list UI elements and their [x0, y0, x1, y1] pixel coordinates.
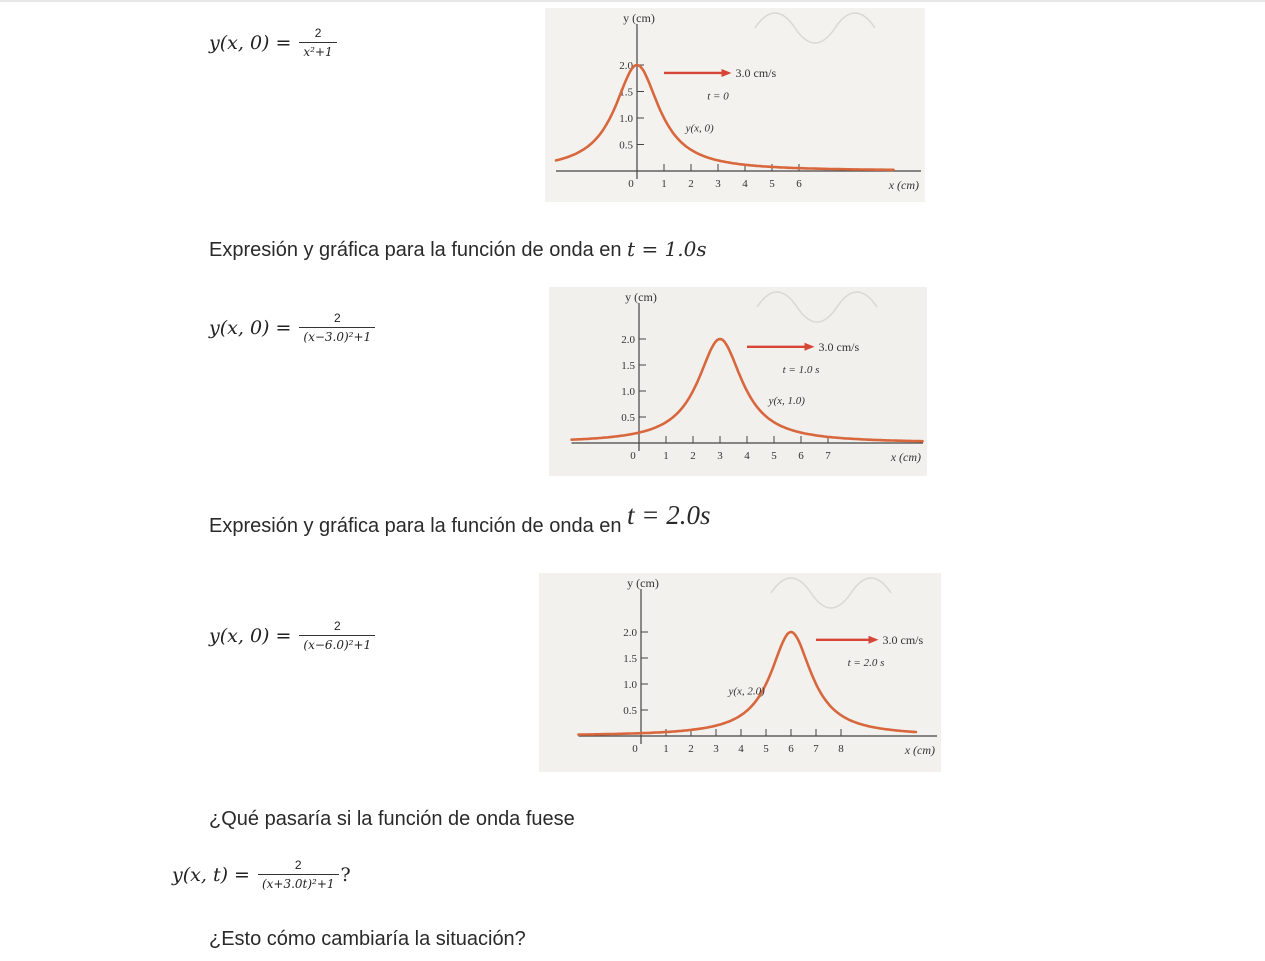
paragraph-t2 [209, 500, 711, 539]
x-tick-label: 4 [744, 450, 750, 462]
velocity-label: 3.0 cm/s [818, 339, 860, 354]
x-tick-label: 5 [763, 743, 769, 755]
y-tick-label: 2.0 [623, 627, 637, 639]
curve-label: y(x, 1.0) [768, 395, 805, 407]
paragraph-text: Expresión y gráfica para la función de onda en [209, 515, 628, 537]
paragraph-t1 [209, 237, 707, 262]
x-axis-label: x (cm) [890, 450, 921, 464]
y-axis-label: y (cm) [623, 11, 655, 25]
velocity-label: 3.0 cm/s [882, 632, 924, 647]
y-tick-label: 1.0 [619, 113, 633, 125]
y-tick-label: 2.0 [619, 60, 633, 72]
x-tick-label: 2 [688, 743, 694, 755]
graph-background [549, 287, 927, 476]
equation-t1 [209, 311, 375, 344]
y-tick-label: 1.0 [621, 386, 635, 398]
x-tick-label: 4 [738, 743, 744, 755]
fraction-denominator: (x+3.0t)²+1 [258, 874, 339, 891]
y-tick-label: 1.0 [623, 679, 637, 691]
curve-label: y(x, 0) [685, 122, 714, 135]
x-tick-label: 6 [788, 743, 794, 755]
x-tick-label: 8 [838, 743, 844, 755]
equation-lhs: y(x, 0) = [209, 624, 292, 647]
question-mark: ? [340, 863, 351, 886]
fraction-numerator: 2 [333, 311, 341, 325]
fraction-denominator: (x−3.0)²+1 [299, 327, 375, 344]
x-tick-label: 0 [630, 450, 636, 462]
wave-graph-t0 [545, 8, 925, 202]
equation-fraction [299, 619, 375, 652]
equation-lhs: y(x, 0) = [209, 31, 292, 54]
x-tick-label: 2 [690, 450, 696, 462]
paragraph-math: t = 2.0s [627, 500, 711, 530]
y-axis-label: y (cm) [627, 576, 659, 590]
x-tick-label: 3 [715, 178, 721, 190]
x-tick-label: 1 [663, 450, 669, 462]
velocity-label: 3.0 cm/s [735, 65, 777, 80]
x-tick-label: 7 [813, 743, 819, 755]
time-label: t = 0 [707, 90, 729, 103]
x-tick-label: 0 [632, 743, 638, 755]
y-axis-label: y (cm) [625, 290, 657, 304]
paragraph-math: t = 1.0s [627, 237, 707, 261]
y-tick-label: 1.5 [621, 360, 635, 372]
fraction-numerator: 2 [314, 26, 322, 40]
x-tick-label: 6 [798, 450, 804, 462]
wave-graph-t2 [539, 573, 941, 772]
fraction-numerator: 2 [333, 619, 341, 633]
x-tick-label: 0 [628, 178, 634, 190]
x-tick-label: 3 [713, 743, 719, 755]
equation-lhs: y(x, 0) = [209, 316, 292, 339]
paragraph-question [209, 808, 575, 831]
equation-t2 [209, 619, 375, 652]
x-tick-label: 1 [661, 178, 667, 190]
x-tick-label: 5 [771, 450, 777, 462]
x-tick-label: 1 [663, 743, 669, 755]
x-tick-label: 7 [825, 450, 831, 462]
x-tick-label: 6 [796, 178, 802, 190]
x-tick-label: 2 [688, 178, 694, 190]
equation-fraction [299, 26, 336, 59]
y-tick-label: 0.5 [621, 412, 635, 424]
curve-label: y(x, 2.0) [728, 685, 765, 698]
equation-fraction [299, 311, 375, 344]
equation-t0 [209, 26, 337, 59]
graph-background [545, 8, 925, 202]
fraction-denominator: (x−6.0)²+1 [299, 635, 375, 652]
fraction-denominator: x²+1 [299, 42, 336, 59]
x-axis-label: x (cm) [904, 743, 935, 757]
top-divider [0, 0, 1265, 2]
equation-fraction [258, 858, 339, 891]
fraction-numerator: 2 [294, 858, 302, 872]
x-tick-label: 5 [769, 178, 775, 190]
x-tick-label: 3 [717, 450, 723, 462]
equation-lhs: y(x, t) = [172, 863, 250, 886]
y-tick-label: 2.0 [621, 334, 635, 346]
y-tick-label: 1.5 [623, 653, 637, 665]
paragraph-closing [209, 928, 526, 951]
x-tick-label: 4 [742, 178, 748, 190]
x-axis-label: x (cm) [888, 178, 919, 192]
y-tick-label: 0.5 [619, 139, 633, 152]
paragraph-text: Expresión y gráfica para la función de onda en [209, 239, 628, 261]
equation-general [172, 858, 351, 891]
y-tick-label: 1.5 [619, 86, 633, 99]
time-label: t = 2.0 s [847, 656, 885, 669]
paragraph-text: ¿Qué pasaría si la función de onda fuese [209, 808, 575, 830]
time-label: t = 1.0 s [782, 363, 820, 376]
y-tick-label: 0.5 [623, 705, 637, 717]
paragraph-text: ¿Esto cómo cambiaría la situación? [209, 928, 526, 950]
wave-graph-t1 [549, 287, 927, 476]
